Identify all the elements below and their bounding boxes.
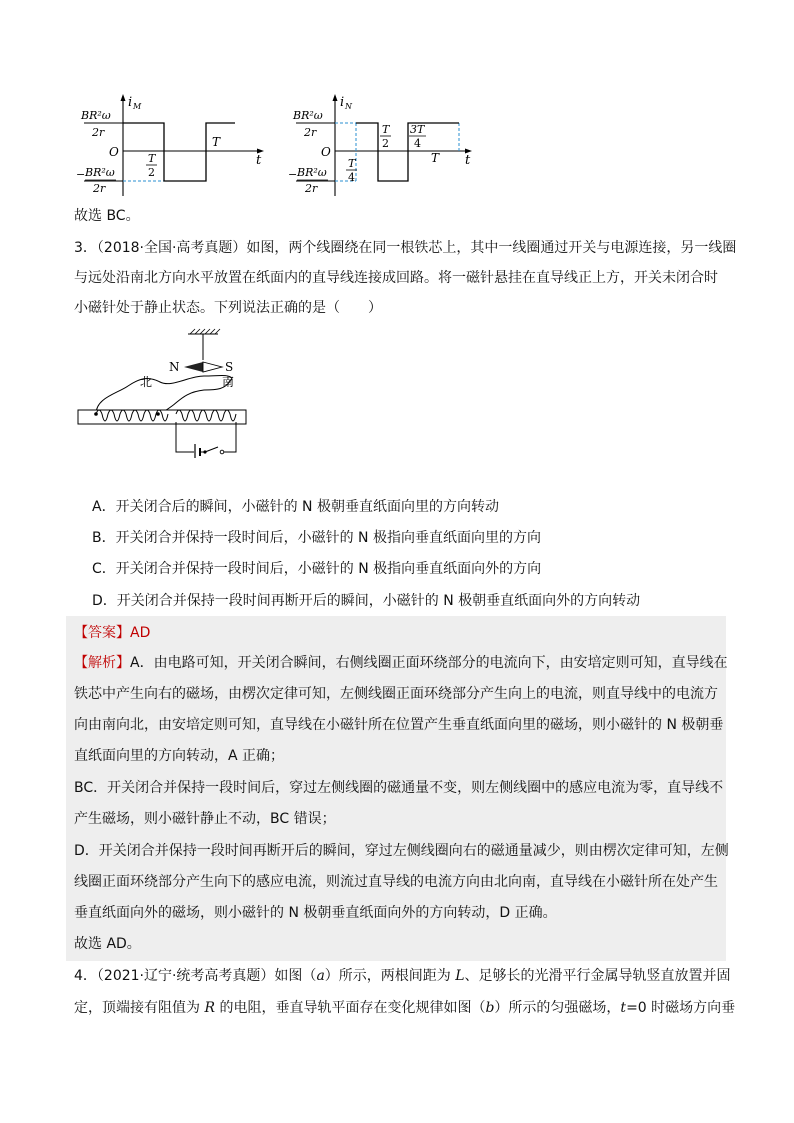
q4-stem-line-2 bbox=[74, 998, 735, 1018]
graph-in-three-q-den: 4 bbox=[414, 137, 421, 150]
graph-in-y-sub: N bbox=[345, 102, 352, 111]
analysis-line-6: 产生磁场，则小磁针静止不动，BC 错误； bbox=[74, 811, 336, 827]
q4-l2-R: R bbox=[204, 1000, 215, 1016]
graph-in-y-arrow bbox=[333, 94, 338, 101]
q4-stem-line-1 bbox=[74, 966, 731, 986]
option-a[interactable]: A．开关闭合后的瞬间，小磁针的 N 极朝垂直纸面向里的方向转动 bbox=[92, 499, 499, 515]
answer-line bbox=[74, 623, 150, 643]
option-c[interactable]: C．开关闭合并保持一段时间后，小磁针的 N 极指向垂直纸面向外的方向 bbox=[92, 561, 542, 577]
south-label: 南 bbox=[222, 375, 235, 389]
graph-in bbox=[288, 92, 488, 200]
q3-stem-line-1: 3．（2018·全国·高考真题）如图，两个线圈绕在同一根铁芯上，其中一线圈通过开关与电源连接，另一线圈 bbox=[74, 240, 737, 256]
q4-l1-fig-a: a bbox=[316, 968, 325, 984]
analysis-line-2: 铁芯中产生向右的磁场，由楞次定律可知，左侧线圈正面环绕部分产生向上的电流，则直导线中的电流方 bbox=[74, 686, 718, 702]
graph-in-three-q-num: 3T bbox=[410, 123, 425, 136]
q4-l2-b: 的电阻，垂直导轨平面存在变化规律如图（ bbox=[215, 1000, 486, 1016]
graph-im-half-num: T bbox=[148, 152, 156, 165]
graph-in-bot-num: BR²ω bbox=[297, 166, 327, 179]
q4-l2-c: ）所示的匀强磁场， bbox=[494, 1000, 621, 1016]
analysis-line-5: BC．开关闭合并保持一段时间后，穿过左侧线圈的磁通量不变，则左侧线圈中的感应电流为零，直导线不 bbox=[74, 780, 724, 796]
analysis-text-1: A．由电路可知，开关闭合瞬间，右侧线圈正面环绕部分的电流向下，由安培定则可知，直导线在 bbox=[130, 655, 728, 671]
needle-north-half bbox=[184, 362, 203, 372]
graph-im-period-label: T bbox=[212, 135, 221, 149]
analysis-line-7: D．开关闭合并保持一段时间再断开后的瞬间，穿过左侧线圈向右的磁通量减少，则由楞次定律可知，左侧 bbox=[74, 843, 729, 859]
graph-im-bot-den: 2r bbox=[93, 182, 106, 195]
q4-l1-a: 4．（2021·辽宁·统考高考真题）如图（ bbox=[74, 968, 317, 984]
option-b[interactable]: B．开关闭合并保持一段时间后，小磁针的 N 极指向垂直纸面向里的方向 bbox=[92, 530, 541, 546]
graph-in-y-label: i bbox=[340, 95, 345, 110]
graph-im-waveform bbox=[123, 123, 235, 181]
graph-in-top-den: 2r bbox=[304, 126, 317, 139]
q3-stem-line-2: 与远处沿南北方向水平放置在纸面内的直导线连接成回路。将一磁针悬挂在直导线正上方，开关未闭合时 bbox=[74, 270, 718, 286]
north-label: 北 bbox=[140, 375, 153, 389]
graph-im-bot-sign: − bbox=[76, 168, 86, 181]
q4-l1-L: L bbox=[455, 968, 465, 984]
graph-in-top-num: BR²ω bbox=[293, 109, 323, 122]
graph-in-origin: O bbox=[321, 145, 331, 159]
straight-wire-loop bbox=[96, 375, 235, 415]
q4-l1-c: 、足够长的光滑平行金属导轨竖直放置并固 bbox=[464, 968, 731, 984]
q4-l2-t: t bbox=[620, 1000, 627, 1016]
q3-figure bbox=[76, 328, 256, 458]
analysis-line-1 bbox=[74, 653, 728, 673]
answer-label: 【答案】 bbox=[74, 625, 130, 641]
needle-n-label: N bbox=[169, 360, 180, 374]
graph-im-top-num: BR²ω bbox=[81, 109, 111, 122]
left-coil-terminal bbox=[94, 412, 98, 416]
graph-in-period-label: T bbox=[431, 151, 440, 165]
analysis-line-4: 直纸面向里的方向转动，A 正确； bbox=[74, 748, 285, 764]
q4-l2-d: =0 时磁场方向垂 bbox=[626, 1000, 736, 1016]
graph-in-x-label: t bbox=[465, 153, 471, 168]
answer-value: AD bbox=[130, 625, 151, 641]
graph-in-bot-sign: − bbox=[288, 168, 298, 181]
battery-circuit-wire bbox=[176, 422, 236, 452]
switch-contact bbox=[220, 450, 224, 454]
graph-in-quarter-den: 4 bbox=[348, 171, 355, 184]
graph-in-half-den: 2 bbox=[382, 137, 389, 150]
analysis-line-9: 垂直纸面向外的磁场，则小磁针的 N 极朝垂直纸面向外的方向转动，D 正确。 bbox=[74, 905, 557, 921]
graph-in-waveform bbox=[356, 123, 459, 181]
analysis-line-8: 线圈正面环绕部分产生向下的感应电流，则流过直导线的电流方向由北向南，直导线在小磁针所在处产生 bbox=[74, 874, 718, 890]
needle-south-half bbox=[203, 362, 222, 372]
q4-l2-fig-b: b bbox=[485, 1000, 495, 1016]
needle-s-label: S bbox=[225, 360, 234, 374]
q4-l2-a: 定，顶端接有阻值为 bbox=[74, 1000, 205, 1016]
q4-l1-b: ）所示，两根间距为 bbox=[324, 968, 456, 984]
analysis-conclusion: 故选 AD。 bbox=[74, 936, 141, 952]
graph-in-half-num: T bbox=[382, 123, 390, 136]
ceiling-hatching bbox=[190, 329, 220, 334]
graph-in-quarter-num: T bbox=[348, 157, 356, 170]
q3-stem-line-3: 小磁针处于静止状态。下列说法正确的是（ ） bbox=[74, 300, 382, 316]
prev-conclusion: 故选 BC。 bbox=[74, 208, 140, 224]
graph-im-bot-num: BR²ω bbox=[85, 166, 115, 179]
graph-im-y-sub: M bbox=[133, 102, 142, 111]
left-coil-terminal-2 bbox=[156, 412, 160, 416]
graph-in-bot-den: 2r bbox=[305, 182, 318, 195]
graph-im bbox=[76, 92, 276, 200]
graph-im-origin: O bbox=[109, 145, 119, 159]
graph-im-top-den: 2r bbox=[92, 126, 105, 139]
graph-im-x-label: t bbox=[256, 153, 262, 168]
graph-im-y-label: i bbox=[128, 95, 133, 110]
graph-im-half-den: 2 bbox=[148, 166, 155, 179]
option-d[interactable]: D．开关闭合并保持一段时间再断开后的瞬间，小磁针的 N 极朝垂直纸面向外的方向转动 bbox=[92, 593, 641, 609]
switch-blade bbox=[205, 447, 218, 452]
graph-im-y-arrow bbox=[121, 94, 126, 101]
analysis-line-3: 向由南向北，由安培定则可知，直导线在小磁针所在位置产生垂直纸面向里的磁场，则小磁针的 N 极朝垂 bbox=[74, 717, 724, 733]
analysis-label: 【解析】 bbox=[74, 655, 130, 671]
